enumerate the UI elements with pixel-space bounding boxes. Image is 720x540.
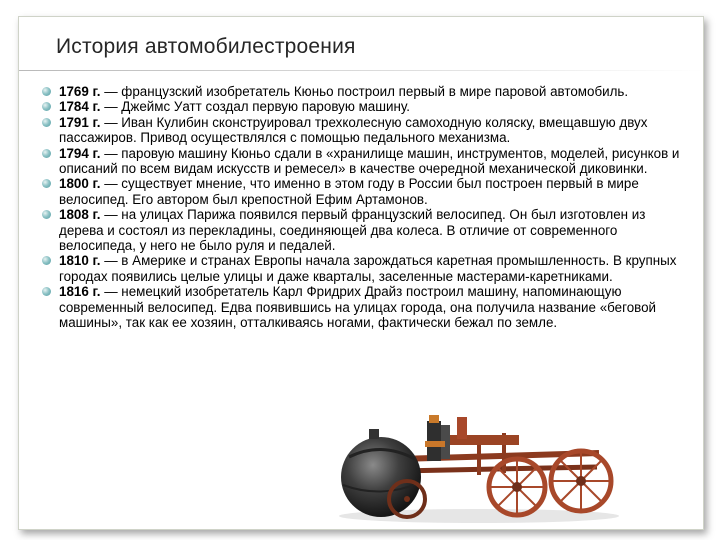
item-text: — паровую машину Кюньо сдали в «хранилище машин, инструментов, моделей, рисунков и описаний по всем видам искусств и ремесел» в качестве очередной механической диковинки. [59,145,680,177]
bullet-icon [42,102,51,111]
slide [18,16,704,530]
item-year: 1791 г. [59,114,101,130]
item-year: 1784 г. [59,99,101,115]
list-item [42,253,682,284]
history-list [42,84,682,331]
bullet-icon [42,149,51,158]
bullet-icon [42,210,51,219]
item-year: 1769 г. [59,84,101,99]
item-text: — Джеймс Уатт создал первую паровую машину. [100,99,410,115]
cugnot-steam-carriage-illustration [329,395,619,525]
list-item [42,176,682,207]
item-text: — на улицах Парижа появился первый французский велосипед. Он был изготовлен из дерева и состоял из перекладины, соединяющей два колеса. В отличие от современного велосипеда, у него не было руля и педалей. [59,207,646,254]
slide-title: История автомобилестроения [56,35,356,58]
bullet-icon [42,287,51,296]
item-text: — немецкий изобретатель Карл Фридрих Драйз построил машину, напоминающую современный велосипед. Едва появившись на улицах города, она получила название «беговой машины», так как ее хозяин, отталкиваясь ногами, фактически бежал по земле. [59,284,657,331]
list-item [42,284,682,330]
title-divider [19,70,703,71]
list-item [42,99,682,114]
list-item [42,84,682,99]
bullet-icon [42,118,51,127]
list-item [42,146,682,177]
item-year: 1794 г. [59,145,101,161]
bullet-icon [42,87,51,96]
item-year: 1808 г. [59,207,101,223]
bullet-icon [42,256,51,265]
list-item [42,207,682,253]
list-item [42,115,682,146]
item-year: 1800 г. [59,176,101,192]
item-text: — Иван Кулибин сконструировал трехколесную самоходную коляску, вмещавшую двух пассажиров. Привод осуществлялся с помощью педального механизма. [59,114,648,146]
bullet-icon [42,179,51,188]
item-text: — в Америке и странах Европы начала зарождаться каретная промышленность. В крупных городах появились целые улицы и даже кварталы, заселенные мастерами-каретниками. [59,253,677,284]
item-year: 1816 г. [59,284,101,300]
item-year: 1810 г. [59,253,101,269]
item-text: — существует мнение, что именно в этом году в России был построен первый в мире велосипед. Его автором был крепостной Ефим Артамонов. [59,176,639,207]
item-text: — французский изобретатель Кюньо построил первый в мире паровой автомобиль. [100,84,629,99]
